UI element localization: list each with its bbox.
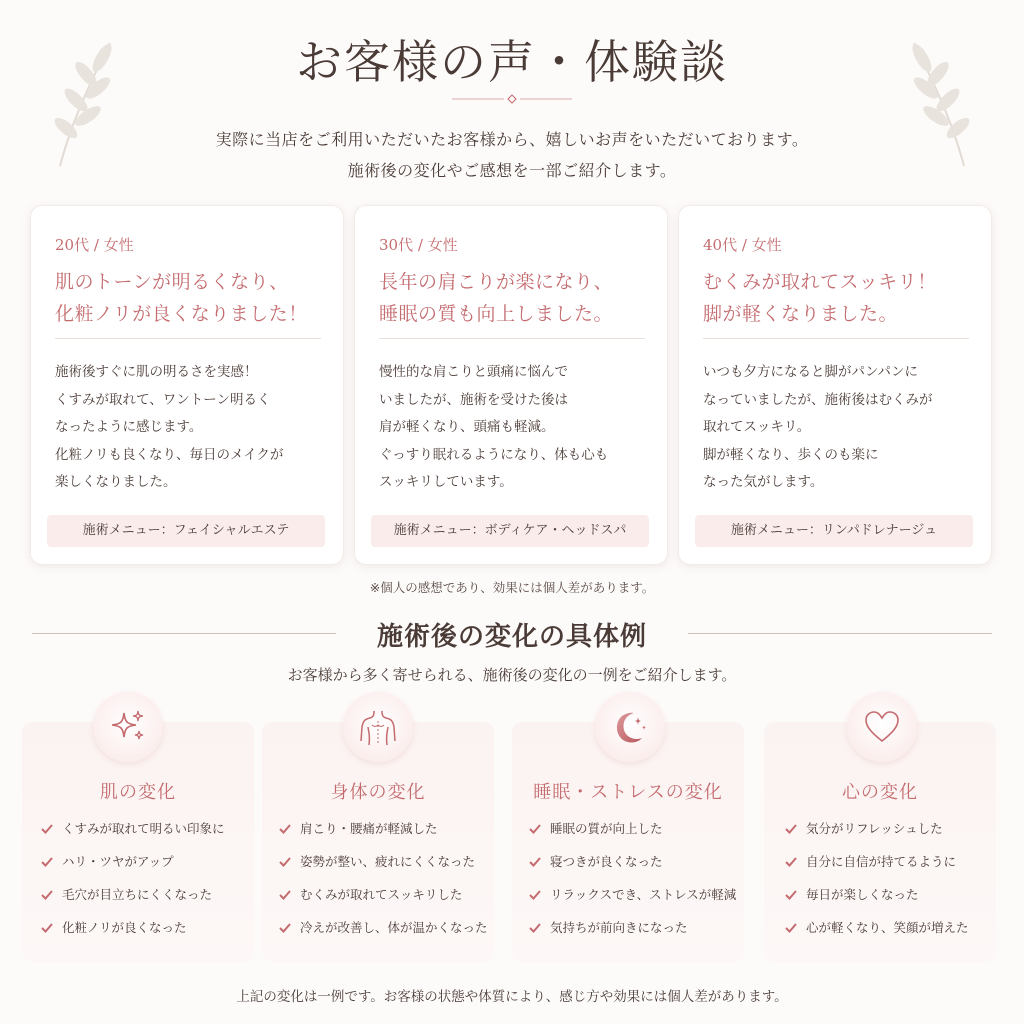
treatment-menu-tag: 施術メニュー：フェイシャルエステ — [47, 515, 325, 547]
intro-text-line2: 施術後の変化やご感想を一部ご紹介します。 — [347, 161, 677, 180]
change-title: 身体の変化 — [330, 782, 426, 803]
footer-disclaimer: 上記の変化は一例です。お客様の状態や体質により、感じ方や効果には個人差があります。 — [236, 989, 788, 1005]
list-item: ハリ・ツヤがアップ — [40, 851, 225, 884]
checkmark-icon — [278, 822, 292, 836]
list-item: 寝つきが良くなった — [528, 851, 736, 884]
treatment-menu-tag: 施術メニュー：リンパドレナージュ — [695, 515, 973, 547]
testimonial-headline: むくみが取れてスッキリ！ 脚が軽くなりました。 — [703, 271, 937, 325]
testimonial-headline: 長年の肩こりが楽になり、 睡眠の質も向上しました。 — [379, 271, 614, 325]
list-item: 心が軽くなり、笑顔が増えた — [784, 917, 969, 950]
checkmark-icon — [40, 822, 54, 836]
card-divider — [55, 338, 321, 339]
customer-meta: 20代 / 女性 — [55, 236, 134, 254]
list-item: 気持ちが前向きになった — [528, 917, 736, 950]
testimonial-body: 施術後すぐに肌の明るさを実感！ くすみが取れて、ワントーン明るく なったように感じます。 化粧ノリも良くなり、毎日のメイクが 楽しくなりました。 — [55, 364, 284, 490]
checkmark-icon — [40, 921, 54, 935]
section-subtitle: お客様から多く寄せられる、施術後の変化の一例をご紹介します。 — [287, 666, 737, 684]
checkmark-icon — [784, 855, 798, 869]
change-points-list — [528, 818, 736, 950]
checkmark-icon — [528, 921, 542, 935]
change-points-list — [784, 818, 969, 950]
title-ornament-divider — [452, 94, 572, 104]
change-points-list — [278, 818, 488, 950]
list-item: 毎日が楽しくなった — [784, 884, 969, 917]
testimonial-body: いつも夕方になると脚がパンパンに なっていましたが、施術後はむくみが 取れてスッキリ。 脚が軽くなり、歩くのも楽に なった気がします。 — [703, 364, 933, 490]
checkmark-icon — [278, 921, 292, 935]
list-item: 化粧ノリが良くなった — [40, 917, 225, 950]
list-item: 毛穴が目立ちにくくなった — [40, 884, 225, 917]
list-item: 気分がリフレッシュした — [784, 818, 969, 851]
intro-text-line1: 実際に当店をご利用いただいたお客様から、嬉しいお声をいただいております。 — [215, 130, 809, 149]
checkmark-icon — [40, 855, 54, 869]
checkmark-icon — [784, 888, 798, 902]
moon-icon — [595, 692, 665, 762]
heart-icon — [847, 692, 917, 762]
body-icon — [343, 692, 413, 762]
list-item: 冷えが改善し、体が温かくなった — [278, 917, 488, 950]
sparkle-icon — [93, 692, 163, 762]
checkmark-icon — [528, 822, 542, 836]
customer-meta: 30代 / 女性 — [379, 236, 458, 254]
checkmark-icon — [528, 888, 542, 902]
change-title: 心の変化 — [842, 782, 918, 803]
list-item: 自分に自信が持てるように — [784, 851, 969, 884]
change-points-list — [40, 818, 225, 950]
list-item: 姿勢が整い、疲れにくくなった — [278, 851, 488, 884]
testimonial-card — [678, 205, 992, 565]
testimonial-headline: 肌のトーンが明るくなり、 化粧ノリが良くなりました！ — [55, 271, 308, 325]
section-title: 施術後の変化の具体例 — [376, 622, 647, 652]
treatment-menu-tag: 施術メニュー：ボディケア・ヘッドスパ — [371, 515, 649, 547]
list-item: むくみが取れてスッキリした — [278, 884, 488, 917]
testimonial-card — [30, 205, 344, 565]
list-item: 肩こり・腰痛が軽減した — [278, 818, 488, 851]
change-title: 肌の変化 — [100, 782, 176, 803]
customer-meta: 40代 / 女性 — [703, 236, 782, 254]
checkmark-icon — [278, 888, 292, 902]
card-divider — [703, 338, 969, 339]
list-item: 睡眠の質が向上した — [528, 818, 736, 851]
checkmark-icon — [278, 855, 292, 869]
list-item: くすみが取れて明るい印象に — [40, 818, 225, 851]
checkmark-icon — [528, 855, 542, 869]
page-title: お客様の声・体験談 — [296, 35, 728, 89]
disclaimer-note: ※個人の感想であり、効果には個人差があります。 — [369, 580, 655, 595]
checkmark-icon — [784, 822, 798, 836]
change-title: 睡眠・ストレスの変化 — [533, 782, 723, 803]
checkmark-icon — [40, 888, 54, 902]
testimonial-body: 慢性的な肩こりと頭痛に悩んで いましたが、施術を受けた後は 肩が軽くなり、頭痛も軽減。 ぐっすり眠れるようになり、体も心も スッキリしています。 — [379, 364, 609, 490]
card-divider — [379, 338, 645, 339]
testimonial-card — [354, 205, 668, 565]
checkmark-icon — [784, 921, 798, 935]
list-item: リラックスでき、ストレスが軽減 — [528, 884, 736, 917]
